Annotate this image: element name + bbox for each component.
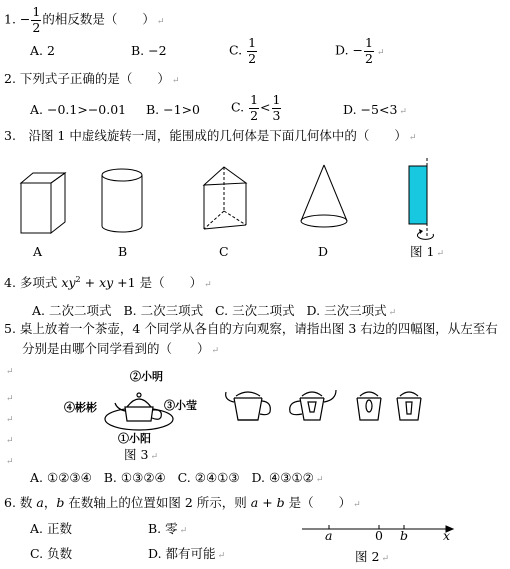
teapot-view-4-icon — [392, 386, 426, 426]
teapot-view-2-icon — [284, 386, 340, 426]
q5-options — [30, 472, 323, 485]
return-mark: ↵ — [204, 280, 212, 291]
figure-3-teapot-on-table-icon — [105, 385, 175, 435]
q6-option-a — [30, 523, 72, 536]
option-label: A. — [32, 303, 46, 318]
option-value: 二次三项式 — [140, 303, 204, 318]
option-value: −1>0 — [163, 102, 201, 117]
frac-num: 1 — [250, 92, 259, 107]
q4-suffix: 是（ ） — [139, 275, 203, 291]
return-mark: ↵ — [436, 249, 444, 259]
option-value: 正数 — [47, 521, 73, 536]
observer-left: ④彬彬 — [64, 401, 97, 414]
option-label: C. — [177, 470, 191, 485]
option-label: A. — [30, 521, 44, 536]
q3-text: 沿图 1 中虚线旋转一周，能围成的几何体是下面几何体中的（ ） — [28, 128, 407, 143]
q1-frac-num: 1 — [32, 4, 41, 19]
q4-stem — [4, 276, 212, 290]
return-mark: ↵ — [381, 554, 389, 564]
option-value: 三次二项式 — [232, 303, 295, 318]
return-mark: ↵ — [156, 16, 165, 27]
option-fraction-1 — [249, 94, 259, 122]
teapot-view-1-icon — [222, 386, 274, 426]
observer-bottom: ①小阳 — [118, 432, 151, 445]
shape-d-cone-icon — [296, 163, 352, 233]
option-label: A. — [30, 470, 44, 485]
option-label: D. — [306, 303, 321, 318]
q6-option-b — [148, 523, 187, 536]
option-value: ①②③④ — [47, 470, 92, 485]
option-label: D. — [148, 546, 162, 561]
q6-var-b: b — [56, 495, 65, 510]
q1-option-d — [335, 37, 385, 65]
shape-c-triangular-prism-icon — [200, 165, 252, 235]
q4-polynomial: $xy^2$ + xy +1 — [61, 275, 136, 291]
q6-option-d — [148, 548, 225, 561]
label-d: D — [318, 244, 329, 259]
q4-options — [32, 305, 396, 318]
frac-num: 1 — [248, 35, 257, 50]
option-label: A. — [30, 43, 44, 58]
option-value: 都有可能 — [165, 546, 216, 561]
option-label: D. — [343, 102, 357, 117]
option-label: C. — [30, 546, 44, 561]
return-mark: ↵ — [150, 452, 158, 462]
return-mark: ↵ — [211, 346, 220, 356]
return-mark: ↵ — [6, 367, 14, 377]
q5-stem-line-2 — [22, 343, 219, 356]
option-label: D. — [251, 470, 266, 485]
return-mark: ↵ — [171, 76, 180, 86]
return-mark: ↵ — [315, 475, 324, 485]
option-label: A. — [30, 102, 44, 117]
q1-fraction — [31, 6, 41, 34]
frac-den: 3 — [272, 107, 281, 123]
option-value: 2 — [47, 43, 55, 58]
axis-label-x: x — [443, 528, 451, 543]
q3-stem — [4, 130, 416, 143]
return-mark: ↵ — [399, 107, 407, 117]
return-mark: ↵ — [6, 415, 14, 425]
option-label: D. — [335, 42, 349, 58]
q5-line-2: 分别是由哪个同学看到的（ ） — [22, 341, 210, 356]
label-b: B — [118, 244, 128, 259]
return-mark: ↵ — [388, 308, 397, 318]
figure-1-label-text: 图 1 — [410, 244, 435, 259]
q6-text-mid: 在数轴上的位置如图 2 所示，则 — [68, 495, 247, 510]
frac-num: 1 — [365, 35, 373, 50]
q2-number: 2. — [4, 71, 16, 86]
q1-frac-den: 2 — [32, 19, 41, 35]
q5-number: 5. — [4, 321, 16, 336]
q6-expression: a + b — [250, 495, 285, 510]
q2-option-d — [343, 104, 407, 117]
teapot-view-3-icon — [352, 386, 386, 426]
q1-option-b — [131, 45, 167, 58]
axis-label-zero: 0 — [375, 528, 383, 543]
axis-label-b: b — [400, 528, 409, 543]
label-a: A — [33, 244, 43, 259]
figure-3-label — [124, 449, 158, 462]
option-operator: < — [260, 99, 271, 115]
q4-number: 4. — [4, 275, 16, 291]
q6-option-c — [30, 548, 72, 561]
q2-option-c — [231, 94, 282, 122]
option-value: ①③②④ — [120, 470, 166, 485]
option-label: B. — [146, 102, 160, 117]
axis-label-a: a — [325, 528, 333, 543]
q2-option-b — [146, 104, 200, 117]
return-mark: ↵ — [376, 47, 385, 58]
option-label: B. — [131, 43, 145, 58]
option-fraction — [247, 37, 257, 65]
option-value: ②④①③ — [194, 470, 240, 485]
q2-stem — [4, 73, 179, 86]
option-value: 二次二项式 — [49, 303, 112, 318]
option-value: −2 — [148, 43, 167, 58]
frac-den: 2 — [250, 107, 259, 123]
return-mark: ↵ — [6, 457, 14, 467]
frac-den: 2 — [365, 50, 373, 66]
q5-stem-line-1 — [4, 323, 498, 336]
q1-stem — [4, 6, 164, 34]
q3-number: 3. — [4, 128, 16, 143]
label-c: C — [219, 244, 229, 259]
option-value: ④③①② — [269, 470, 314, 485]
q6-var-a: a — [36, 495, 44, 510]
return-mark: ↵ — [408, 133, 417, 143]
option-label: C. — [215, 303, 229, 318]
figure-3-label-text: 图 3 — [124, 447, 149, 462]
frac-num: 1 — [272, 92, 281, 107]
return-mark: ↵ — [179, 526, 188, 536]
q2-text: 下列式子正确的是（ ） — [19, 71, 170, 86]
return-mark: ↵ — [217, 551, 226, 561]
q5-line-1: 桌上放着一个茶壶，4 个同学从各自的方向观察，请指出图 3 右边的四幅图，从左至右 — [19, 321, 498, 336]
option-value: 零 — [165, 521, 178, 536]
return-mark: ↵ — [353, 500, 361, 510]
q1-text: 的相反数是（ ） — [42, 11, 155, 27]
q1-number: 1. — [4, 11, 16, 27]
q6-text-pre: 数 — [19, 495, 33, 510]
q6-text-post: 是（ ） — [288, 495, 352, 510]
option-label: B. — [103, 470, 117, 485]
option-label: B. — [123, 303, 137, 318]
option-value: 三次三项式 — [324, 303, 387, 318]
q4-prefix: 多项式 — [19, 275, 58, 291]
figure-1-label — [410, 246, 444, 259]
return-mark: ↵ — [6, 394, 14, 404]
shape-b-cylinder-icon — [100, 168, 146, 234]
q2-option-a — [30, 104, 126, 117]
return-mark: ↵ — [6, 436, 14, 446]
observer-top: ②小明 — [130, 370, 163, 383]
option-minus: − — [352, 42, 364, 58]
option-fraction — [364, 37, 374, 65]
option-fraction-2 — [272, 94, 282, 122]
option-label: B. — [148, 521, 162, 536]
option-label: C. — [229, 42, 243, 58]
figure-2-label — [355, 551, 389, 564]
q6-number: 6. — [4, 495, 16, 510]
q6-sep: ， — [43, 495, 57, 510]
frac-den: 2 — [248, 50, 257, 66]
option-value: −5<3 — [360, 102, 398, 117]
option-value: 负数 — [47, 546, 73, 561]
q1-minus: − — [19, 11, 31, 27]
observer-right: ③小莹 — [164, 399, 197, 412]
option-label: C. — [231, 99, 245, 115]
option-value: −0.1>−0.01 — [47, 102, 127, 117]
q1-option-c — [229, 37, 258, 65]
shape-a-prism-icon — [20, 170, 70, 235]
figure-2-label-text: 图 2 — [355, 549, 380, 564]
q1-option-a — [30, 45, 55, 58]
figure-1-rotation-rectangle-icon — [400, 158, 440, 246]
q6-stem — [4, 497, 361, 510]
